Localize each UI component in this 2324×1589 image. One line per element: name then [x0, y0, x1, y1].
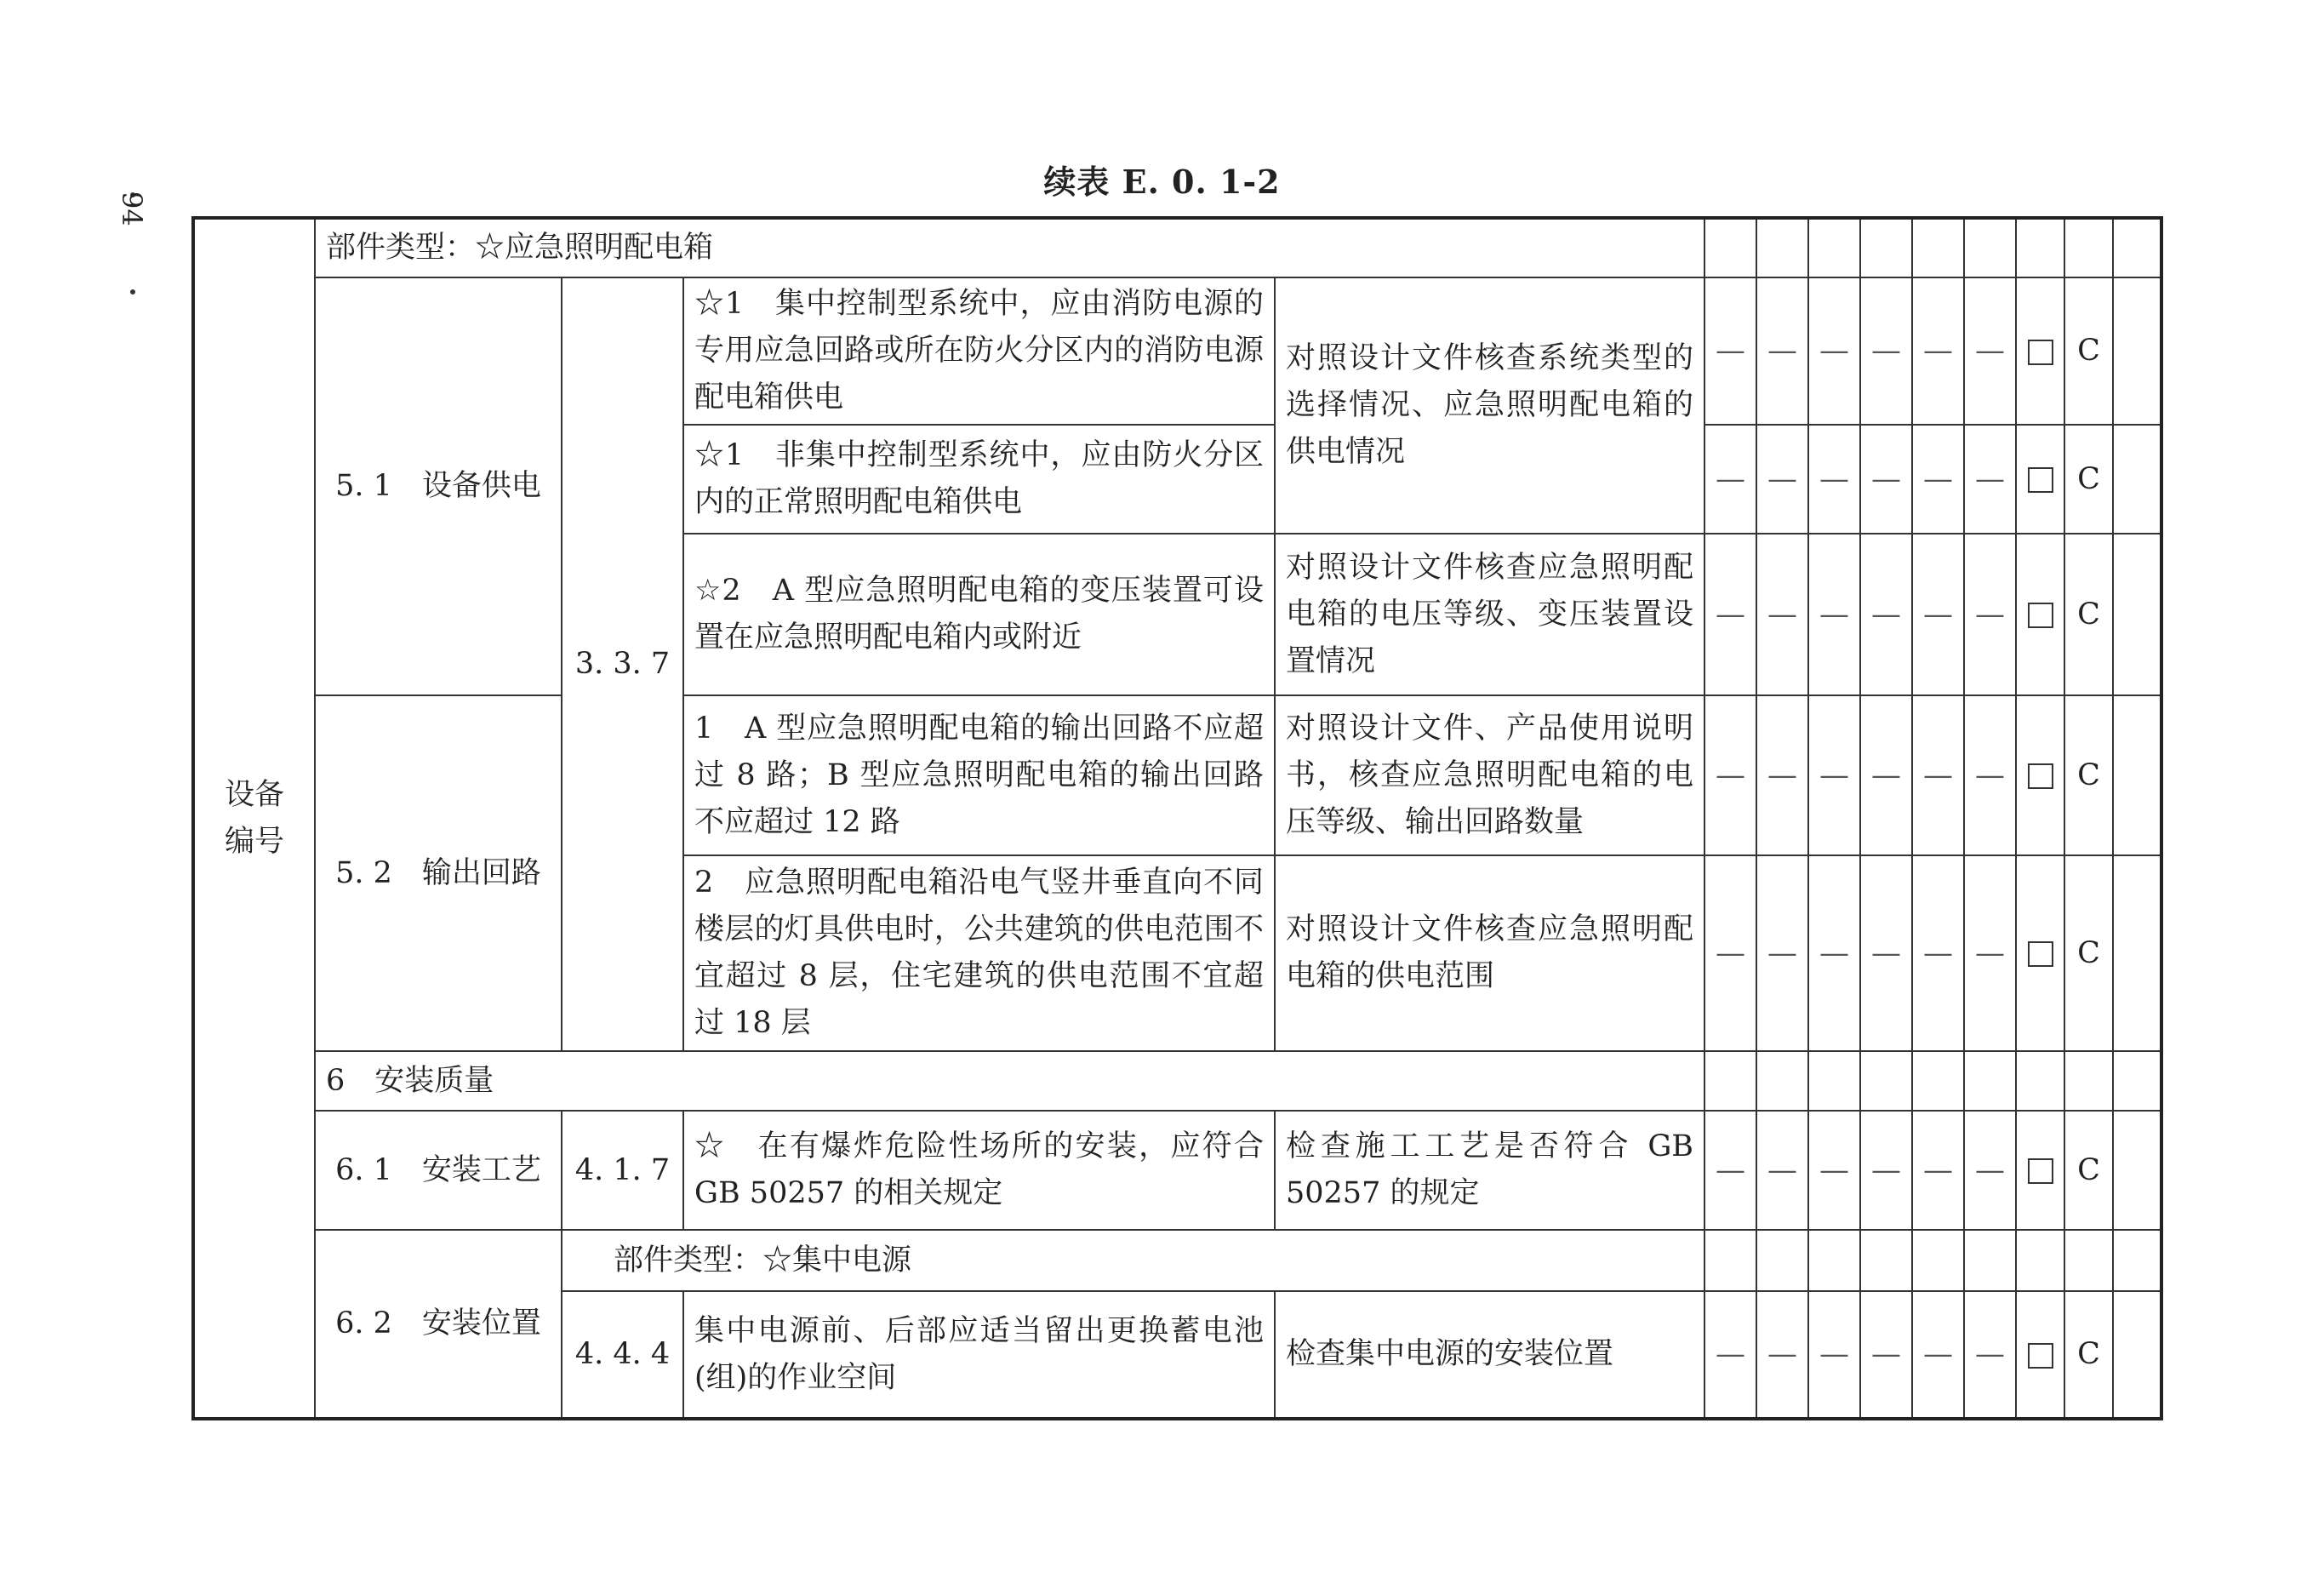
check-cell	[2113, 425, 2161, 534]
inspection-method: 对照设计文件核查系统类型的选择情况、应急照明配电箱的供电情况	[1275, 277, 1704, 534]
dash-mark: —	[1808, 277, 1860, 425]
checkbox[interactable]	[2028, 467, 2053, 493]
table-row	[193, 218, 2161, 277]
dash-mark: —	[1808, 695, 1860, 855]
dash-mark: —	[1860, 534, 1912, 695]
part-type-cell: 部件类型：☆应急照明配电箱	[315, 218, 1704, 277]
grade-mark: C	[2064, 1291, 2113, 1419]
page-number: 94	[116, 191, 148, 226]
dash-mark: —	[1808, 855, 1860, 1051]
device-number-label: 设备 编号	[193, 218, 315, 1419]
dash-mark: —	[1912, 277, 1964, 425]
checkbox[interactable]	[2028, 1343, 2053, 1369]
check-cell	[1860, 1051, 1912, 1111]
dash-mark: —	[1964, 1291, 2016, 1419]
check-cell	[2113, 1230, 2161, 1291]
dash-mark: —	[1964, 534, 2016, 695]
check-cell	[1964, 1051, 2016, 1111]
check-cell	[1912, 1230, 1964, 1291]
dash-mark: —	[1756, 534, 1808, 695]
dash-mark: —	[1964, 425, 2016, 534]
check-cell	[2113, 534, 2161, 695]
check-cell	[1808, 218, 1860, 277]
check-cell	[2113, 218, 2161, 277]
check-cell	[1756, 1230, 1808, 1291]
dash-mark: —	[1756, 425, 1808, 534]
check-cell	[1912, 1051, 1964, 1111]
dash-mark: —	[1704, 534, 1756, 695]
requirement-text: ☆1 集中控制型系统中，应由消防电源的专用应急回路或所在防火分区内的消防电源配电箱供电	[683, 277, 1275, 425]
checkbox[interactable]	[2028, 603, 2053, 628]
page-title: 续表 E. 0. 1-2	[1043, 163, 1281, 201]
dash-mark: —	[1912, 1291, 1964, 1419]
dash-mark: —	[1756, 1291, 1808, 1419]
checkbox[interactable]	[2028, 941, 2053, 967]
dash-mark: —	[1704, 425, 1756, 534]
dash-mark: —	[1860, 1291, 1912, 1419]
clause-code: 4. 4. 4	[562, 1291, 683, 1419]
table-row	[193, 277, 2161, 425]
dash-mark: —	[1964, 277, 2016, 425]
dash-mark: —	[1704, 695, 1756, 855]
dash-mark: —	[1964, 1111, 2016, 1230]
check-cell	[1704, 1051, 1756, 1111]
dash-mark: —	[1756, 1111, 1808, 1230]
checkbox[interactable]	[2028, 340, 2053, 365]
item-5-2-label: 5. 2 输出回路	[315, 695, 562, 1051]
dash-mark: —	[1912, 855, 1964, 1051]
inspection-method: 检查集中电源的安装位置	[1275, 1291, 1704, 1419]
check-cell	[2113, 855, 2161, 1051]
checkbox[interactable]	[2028, 763, 2053, 789]
inspection-table	[191, 216, 2163, 1420]
dash-mark: —	[1704, 277, 1756, 425]
grade-mark: C	[2064, 695, 2113, 855]
check-cell	[1756, 218, 1808, 277]
dash-mark: —	[1860, 695, 1912, 855]
part-type-cell: 部件类型：☆集中电源	[562, 1230, 1704, 1291]
dash-mark: —	[1704, 1111, 1756, 1230]
dash-mark: —	[1860, 1111, 1912, 1230]
check-cell	[1704, 218, 1756, 277]
check-cell	[2064, 218, 2113, 277]
check-cell	[1808, 1230, 1860, 1291]
inspection-method: 检查施工工艺是否符合 GB 50257 的规定	[1275, 1111, 1704, 1230]
requirement-text: 集中电源前、后部应适当留出更换蓄电池(组)的作业空间	[683, 1291, 1275, 1419]
checkbox-cell[interactable]	[2016, 1111, 2064, 1230]
dash-mark: —	[1704, 855, 1756, 1051]
grade-mark: C	[2064, 534, 2113, 695]
checkbox-cell[interactable]	[2016, 425, 2064, 534]
check-cell	[2016, 218, 2064, 277]
check-cell	[1808, 1051, 1860, 1111]
dash-mark: —	[1964, 855, 2016, 1051]
check-cell	[1756, 1051, 1808, 1111]
dash-mark: —	[1912, 1111, 1964, 1230]
dash-mark: —	[1912, 425, 1964, 534]
dash-mark: —	[1860, 855, 1912, 1051]
check-cell	[2016, 1051, 2064, 1111]
check-cell	[1964, 1230, 2016, 1291]
table-row	[193, 1111, 2161, 1230]
grade-mark: C	[2064, 425, 2113, 534]
table-row	[193, 1230, 2161, 1291]
section-heading: 6 安装质量	[315, 1051, 1704, 1111]
check-cell	[2113, 1051, 2161, 1111]
inspection-method: 对照设计文件、产品使用说明书，核查应急照明配电箱的电压等级、输出回路数量	[1275, 695, 1704, 855]
check-cell	[2113, 1111, 2161, 1230]
checkbox[interactable]	[2028, 1158, 2053, 1184]
item-6-2-label: 6. 2 安装位置	[315, 1230, 562, 1419]
requirement-text: ☆ 在有爆炸危险性场所的安装，应符合 GB 50257 的相关规定	[683, 1111, 1275, 1230]
check-cell	[2113, 695, 2161, 855]
check-cell	[1860, 1230, 1912, 1291]
requirement-text: 1 A 型应急照明配电箱的输出回路不应超过 8 路；B 型应急照明配电箱的输出回路不应超过 12 路	[683, 695, 1275, 855]
dash-mark: —	[1912, 534, 1964, 695]
check-cell	[2064, 1230, 2113, 1291]
check-cell	[1704, 1230, 1756, 1291]
checkbox-cell[interactable]	[2016, 855, 2064, 1051]
check-cell	[1912, 218, 1964, 277]
checkbox-cell[interactable]	[2016, 695, 2064, 855]
dash-mark: —	[1912, 695, 1964, 855]
dash-mark: —	[1808, 425, 1860, 534]
dash-mark: —	[1756, 277, 1808, 425]
check-cell	[2113, 277, 2161, 425]
check-cell	[1860, 218, 1912, 277]
dash-mark: —	[1704, 1291, 1756, 1419]
grade-mark: C	[2064, 1111, 2113, 1230]
check-cell	[2113, 1291, 2161, 1419]
table-row	[193, 1051, 2161, 1111]
table-row	[193, 695, 2161, 855]
dash-mark: —	[1860, 425, 1912, 534]
dash-mark: —	[1808, 534, 1860, 695]
requirement-text: 2 应急照明配电箱沿电气竖井垂直向不同楼层的灯具供电时，公共建筑的供电范围不宜超过 8 层，住宅建筑的供电范围不宜超过 18 层	[683, 855, 1275, 1051]
requirement-text: ☆1 非集中控制型系统中，应由防火分区内的正常照明配电箱供电	[683, 425, 1275, 534]
dash-mark: —	[1964, 695, 2016, 855]
checkbox-cell[interactable]	[2016, 1291, 2064, 1419]
clause-code: 4. 1. 7	[562, 1111, 683, 1230]
dash-mark: —	[1808, 1111, 1860, 1230]
item-6-1-label: 6. 1 安装工艺	[315, 1111, 562, 1230]
page-dot	[130, 289, 135, 294]
requirement-text: ☆2 A 型应急照明配电箱的变压装置可设置在应急照明配电箱内或附近	[683, 534, 1275, 695]
check-cell	[1964, 218, 2016, 277]
inspection-method: 对照设计文件核查应急照明配电箱的供电范围	[1275, 855, 1704, 1051]
grade-mark: C	[2064, 855, 2113, 1051]
clause-code: 3. 3. 7	[562, 277, 683, 1051]
grade-mark: C	[2064, 277, 2113, 425]
check-cell	[2016, 1230, 2064, 1291]
check-cell	[2064, 1051, 2113, 1111]
dash-mark: —	[1756, 855, 1808, 1051]
dash-mark: —	[1808, 1291, 1860, 1419]
inspection-method: 对照设计文件核查应急照明配电箱的电压等级、变压装置设置情况	[1275, 534, 1704, 695]
item-5-1-label: 5. 1 设备供电	[315, 277, 562, 695]
checkbox-cell[interactable]	[2016, 534, 2064, 695]
dash-mark: —	[1860, 277, 1912, 425]
dash-mark: —	[1756, 695, 1808, 855]
checkbox-cell[interactable]	[2016, 277, 2064, 425]
